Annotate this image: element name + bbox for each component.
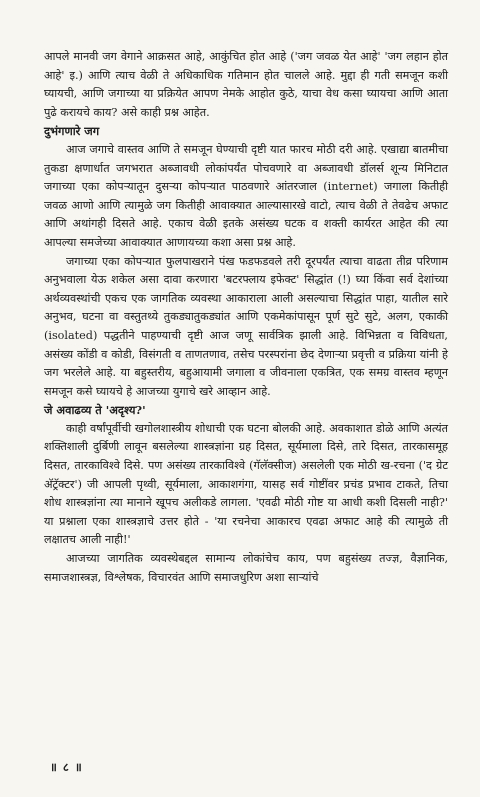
section-heading-invisible-giant: जे अवाढव्य ते 'अदृश्य?' [44,403,146,418]
paragraph-great-attractor: काही वर्षांपूर्वीची खगोलशास्त्रीय शोधाची एक घटना बोलकी आहे. अवकाशात डोळे आणि अत्यंत शक्तिशाली दुर्बिणी लावून बसलेल्या शास्त्रज्ञांना ग्रह दिसत, सूर्यमाला दिसे, तारे दिसत, तारकासमूह दिसत, तारकाविश्वे दिसे. पण असंख्य तारकाविश्वे (गॅलॅक्सीज) असलेली एक मोठी ख-रचना ('द ग्रेट अ‍ॅट्रॅक्टर') जी आपली पृथ्वी, सूर्यमाला, आकाशगंगा, यासह सर्व गोष्टींवर प्रचंड प्रभाव टाकते, तिचा शोध शास्त्रज्ञांना त्या मानाने खूपच अलीकडे लागला. 'एवढी मोठी गोष्ट या आधी कशी दिसली नाही?' या प्रश्नाला एका शास्त्रज्ञाचे उत्तर होते - 'या रचनेचा आकारच एवढा अफाट आहे की त्यामुळे ती लक्षातच आली नाही!' [44,421,448,547]
paragraph-intro: आपले मानवी जग वेगाने आक्रसत आहे, आकुंचित होत आहे ('जग जवळ येत आहे' 'जग लहान होत आहे' इ.) आणि त्याच वेळी ते अधिकाधिक गतिमान होत चालले आहे. मुद्दा ही गती समजून कशी घ्यायची, आणि जगाच्या या प्रक्रियेत आपण नेमके आहोत कुठे, याचा वेध कसा घ्यायचा आणि आता पुढे करायचे काय? असे काही प्रश्न आहेत. [44,50,448,119]
section-heading-divided-world: दुभंगणारे जग [44,124,100,139]
page-body [44,48,448,587]
paragraph-global-system: आजच्या जागतिक व्यवस्थेबद्दल सामान्य लोकांचेच काय, पण बहुसंख्य तज्ज्ञ, वैज्ञानिक, समाजशास्त्रज्ञ, विश्लेषक, विचारवंत आणि समाजधुरिण अशा साऱ्यांचे [44,552,448,584]
paragraph-butterfly-effect: जगाच्या एका कोपऱ्यात फुलपाखराने पंख फडफडवले तरी दूरपर्यंत त्याचा वाढता तीव्र परिणाम अनुभवाला येऊ शकेल असा दावा करणारा 'बटरफ्लाय इफेक्ट' सिद्धांत (!) घ्या किंवा सर्व देशांच्या अर्थव्यवस्थांची एकच एक जागतिक व्यवस्था आकाराला आली असल्याचा सिद्धांत पाहा, यातील सारे अनुभव, घटना वा वस्तुतथ्ये तुकड्यातुकड्यांत आणि एकमेकांपासून पूर्ण सुटे सुटे, अलग, एकाकी (isolated) पद्धतीने पाहण्याची दृष्टी आज जणू सार्वत्रिक झाली आहे. विभिन्नता व विविधता, असंख्य कोंडी व कोडी, विसंगती व ताणतणाव, तसेच परस्परांना छेद देणाऱ्या प्रवृत्ती व प्रक्रिया यांनी हे जग भरलेले आहे. या बहुस्तरीय, बहुआयामी जगाला व जीवनाला एकत्रित, एक समग्र वास्तव म्हणून समजून कसे घ्यायचे हे आजच्या युगाचे खरे आव्हान आहे. [44,254,448,398]
paragraph-reality-gap: आज जगाचे वास्तव आणि ते समजून घेण्याची दृष्टी यात फारच मोठी दरी आहे. एखाद्या बातमीचा तुकडा क्षणार्धात जगभरात अब्जावधी लोकांपर्यंत पोचवणारे वा अब्जावधी डॉलर्स शून्य मिनिटात जगाच्या एका कोपऱ्यातून दुसऱ्या कोपऱ्यात पाठवणारे आंतरजाल (internet) जगाला कितीही जवळ आणो आणि त्यामुळे जग कितीही आवाक्यात आल्यासारखे वाटो, त्याच वेळी ते तेवढेच अफाट आणि अथांगही दिसते आहे. एकाच वेळी इतके असंख्य घटक व शक्ती कार्यरत आहेत की त्या आपल्या समजेच्या आवाक्यात आणायच्या कशा असा प्रश्न आहे. [44,142,448,249]
page-number: ॥ ८ ॥ [50,760,83,774]
